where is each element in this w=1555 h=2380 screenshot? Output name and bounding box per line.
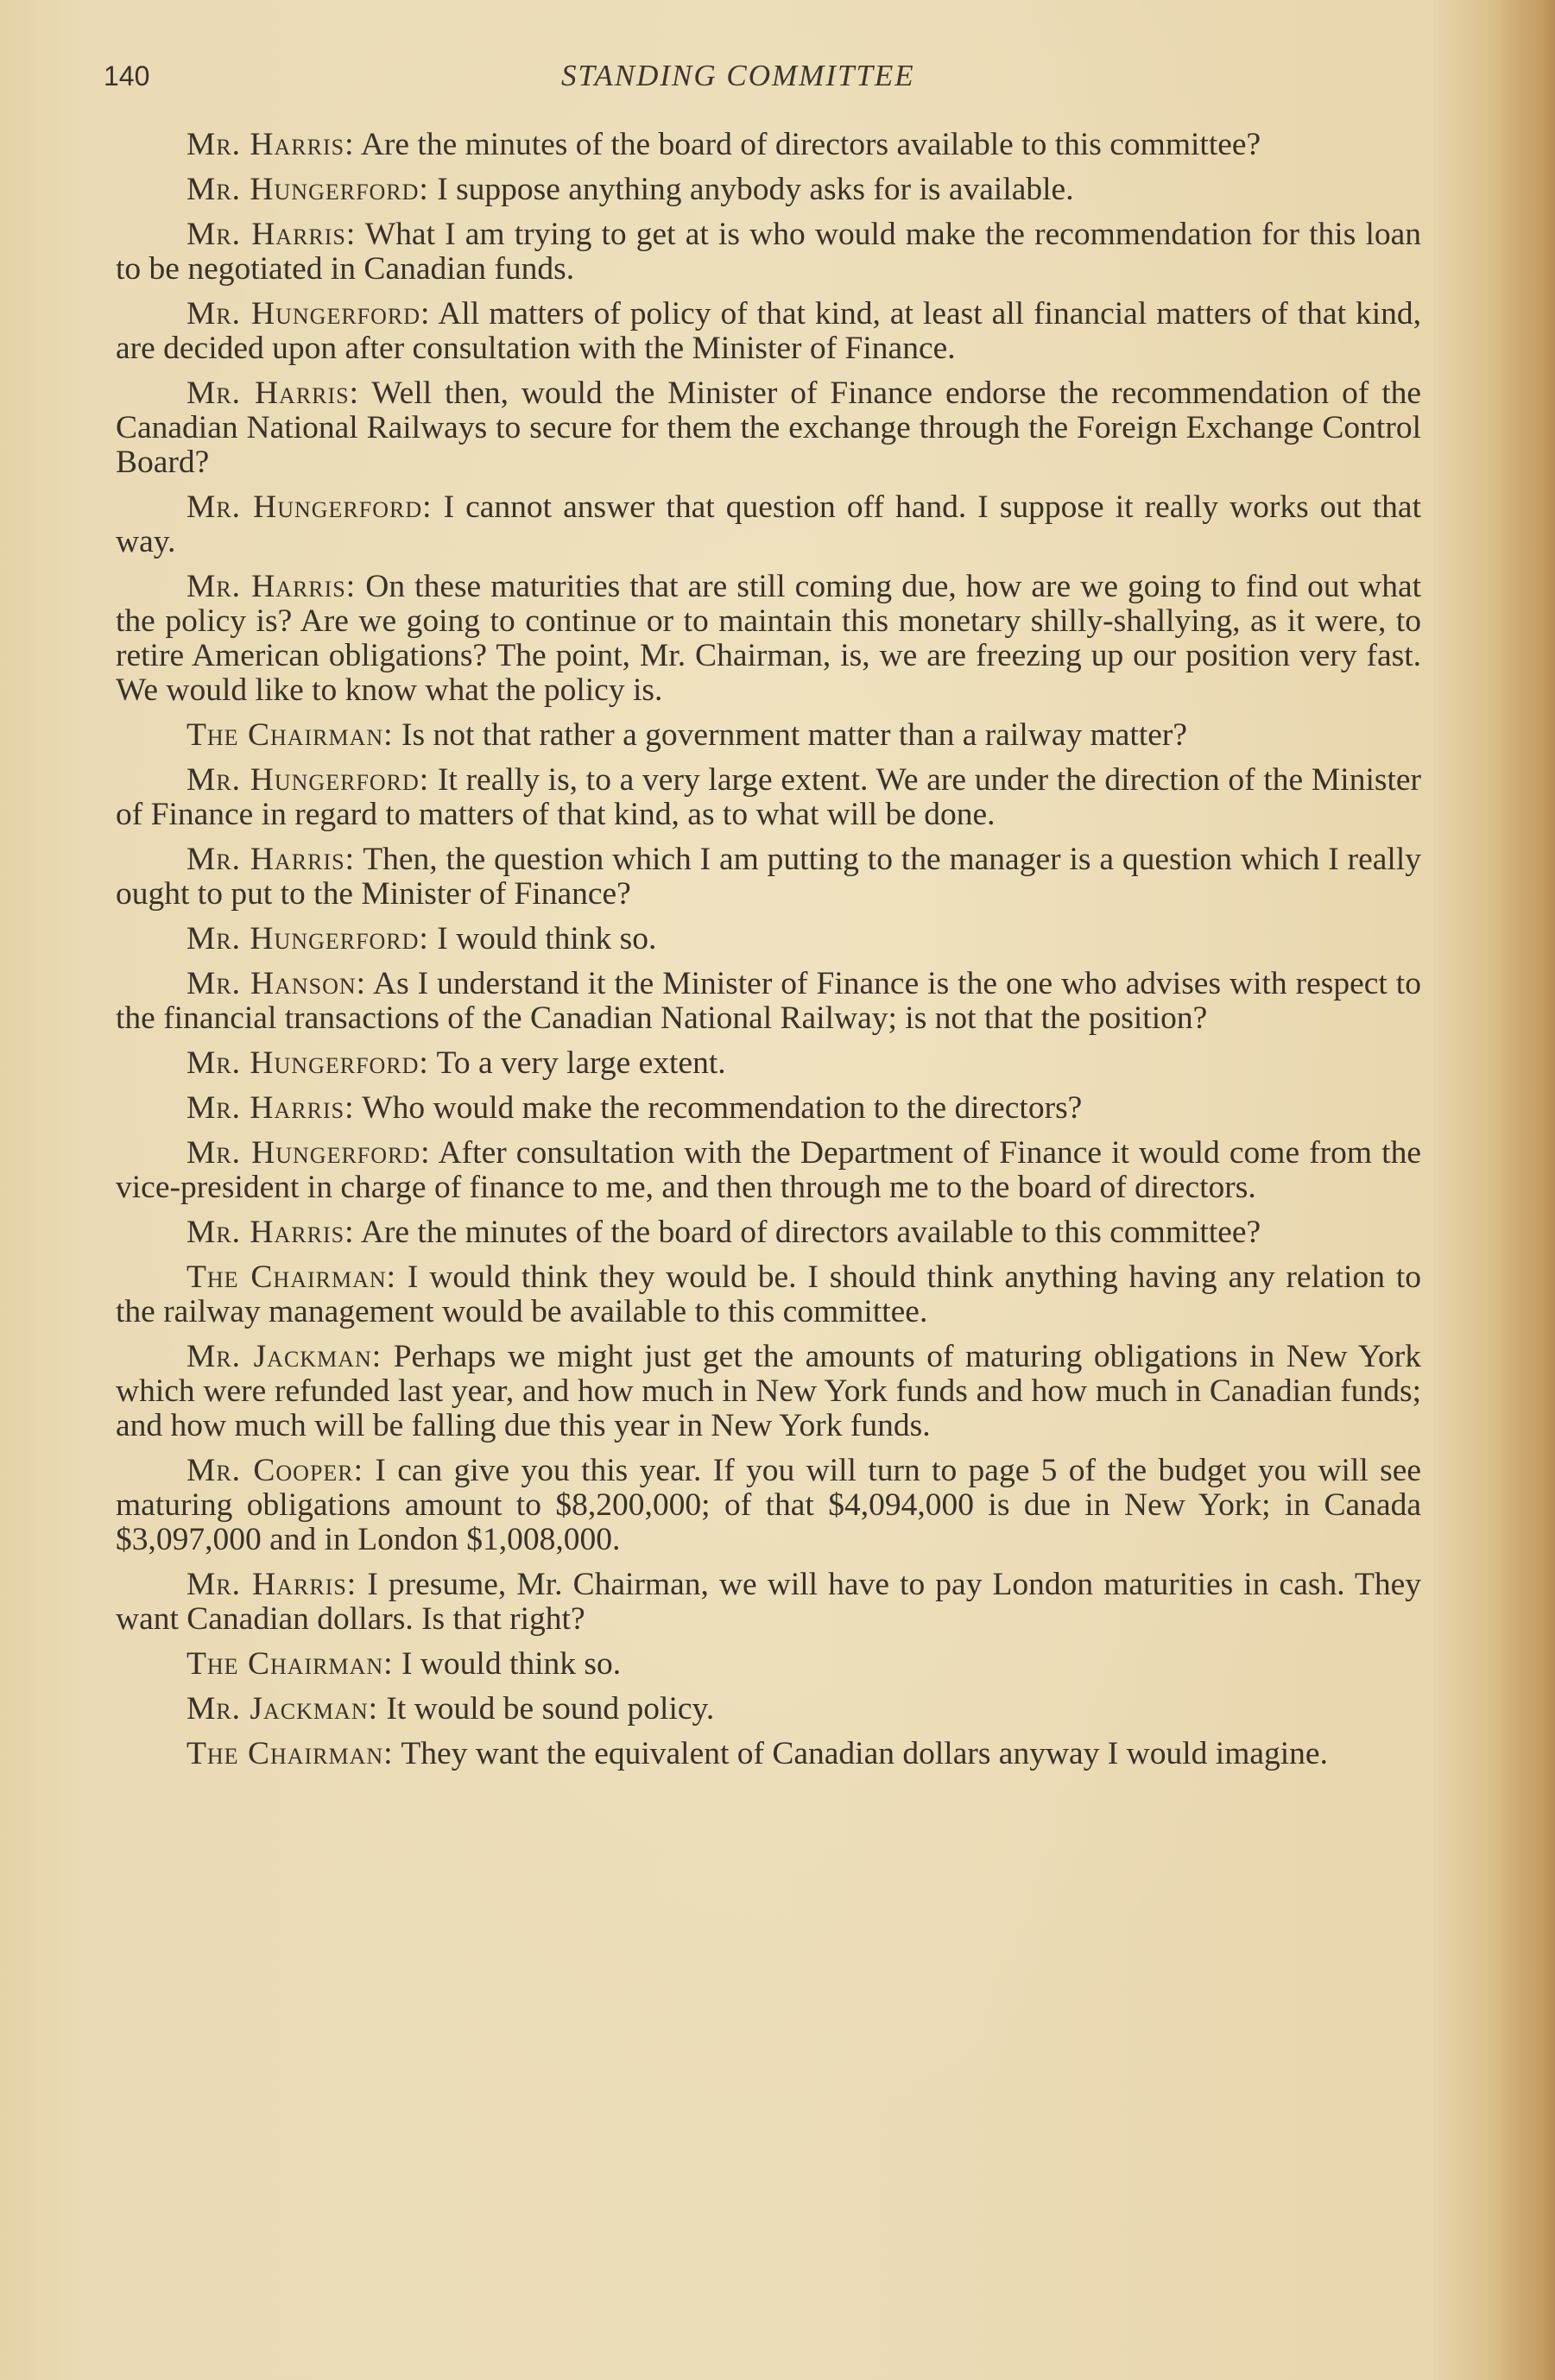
- paragraph: [116, 763, 1421, 832]
- paragraph: [116, 1454, 1421, 1557]
- speech-text: After consultation with the Department of Finance it would come from the vice-president in charge of finance to me, and then through me to the board of directors.: [116, 1135, 1421, 1205]
- speech-text: They want the equivalent of Canadian dollars anyway I would imagine.: [401, 1736, 1328, 1771]
- speaker-name: Mr. Harris:: [186, 1567, 357, 1602]
- speech-text: I would think so.: [437, 921, 657, 956]
- paragraph: [116, 1260, 1421, 1329]
- speaker-name: Mr. Cooper:: [186, 1453, 364, 1488]
- speaker-name: The Chairman:: [186, 1259, 397, 1295]
- paragraph: [116, 1136, 1421, 1205]
- paragraph: [116, 1692, 1421, 1727]
- speaker-name: Mr. Harris:: [186, 376, 360, 411]
- paragraph: [116, 1091, 1421, 1126]
- speech-text: Who would make the recommendation to the directors?: [362, 1090, 1083, 1126]
- speaker-name: Mr. Hungerford:: [186, 172, 429, 207]
- paragraph: [116, 1046, 1421, 1081]
- paragraph: [116, 1737, 1421, 1771]
- paragraph: [116, 1215, 1421, 1250]
- speech-text: I suppose anything anybody asks for is available.: [437, 172, 1074, 207]
- speaker-name: Mr. Hungerford:: [186, 489, 433, 525]
- page-number: 140: [104, 60, 150, 92]
- speech-text: As I understand it the Minister of Finance is the one who advises with respect to the financial transactions of the Canadian National Railway; is not that the position?: [116, 966, 1421, 1036]
- paragraph: [116, 490, 1421, 559]
- paragraph: [116, 173, 1421, 207]
- speaker-name: Mr. Harris:: [186, 217, 357, 252]
- speaker-name: Mr. Hungerford:: [186, 921, 429, 956]
- speech-text: All matters of policy of that kind, at least all financial matters of that kind, are decided upon after consultation with the Minister of Finance.: [116, 296, 1421, 366]
- speaker-name: Mr. Harris:: [186, 1090, 355, 1126]
- speech-text: Is not that rather a government matter than a railway matter?: [401, 717, 1188, 753]
- paragraph: [116, 843, 1421, 912]
- paragraph: [116, 1647, 1421, 1682]
- paragraph: [116, 922, 1421, 956]
- speech-text: It really is, to a very large extent. We are under the direction of the Minister of Finance in regard to matters of that kind, as to what will be done.: [116, 762, 1422, 832]
- speech-text: Perhaps we might just get the amounts of maturing obligations in New York which were refunded last year, and how much in New York funds and how much in Canadian funds; and how much will be falling due this year in New York funds.: [116, 1339, 1422, 1443]
- speaker-name: Mr. Jackman:: [186, 1339, 382, 1374]
- speech-text: Are the minutes of the board of directors available to this committee?: [360, 127, 1261, 162]
- speech-text: Well then, would the Minister of Finance endorse the recommendation of the Canadian National Railways to secure for them the exchange through the Foreign Exchange Control Board?: [116, 376, 1422, 480]
- speaker-name: Mr. Harris:: [186, 569, 357, 604]
- speech-text: Then, the question which I am putting to the manager is a question which I really ought to put to the Minister of Finance?: [116, 842, 1421, 912]
- speaker-name: Mr. Jackman:: [186, 1691, 379, 1727]
- speech-text: I would think so.: [401, 1646, 622, 1682]
- speaker-name: Mr. Hungerford:: [186, 296, 431, 331]
- paragraph: [116, 218, 1421, 287]
- paragraph: [116, 1568, 1421, 1637]
- speaker-name: The Chairman:: [186, 717, 394, 753]
- speech-text: To a very large extent.: [436, 1045, 726, 1081]
- speech-text: I presume, Mr. Chairman, we will have to pay London maturities in cash. They want Canadian dollars. Is that right?: [116, 1567, 1422, 1637]
- speech-text: On these maturities that are still coming due, how are we going to find out what the policy is? Are we going to continue or to maintain this monetary shilly-shallying, as it were, to retire American obligations? The point, Mr. Chairman, is, we are freezing up our position very fast. We would like to know what the policy is.: [116, 569, 1422, 708]
- speaker-name: The Chairman:: [186, 1736, 394, 1771]
- paragraph: [116, 718, 1421, 753]
- speaker-name: Mr. Hungerford:: [186, 1135, 431, 1171]
- speaker-name: The Chairman:: [186, 1646, 394, 1682]
- speaker-name: Mr. Harris:: [186, 842, 356, 877]
- speech-text: I would think they would be. I should think anything having any relation to the railway management would be available to this committee.: [116, 1259, 1421, 1329]
- paragraph: [116, 967, 1421, 1036]
- transcript-body: [116, 128, 1421, 1782]
- page-header: [104, 55, 1416, 98]
- speech-text: Are the minutes of the board of directors available to this committee?: [360, 1215, 1261, 1250]
- speaker-name: Mr. Harris:: [186, 127, 355, 162]
- speech-text: I can give you this year. If you will turn to page 5 of the budget you will see maturing obligations amount to $8,200,000; of that $4,094,000 is due in New York; in Canada $3,097,000 and in London $1,008,000.: [116, 1453, 1421, 1557]
- paragraph: [116, 128, 1421, 162]
- paragraph: [116, 570, 1421, 708]
- speaker-name: Mr. Harris:: [186, 1215, 355, 1250]
- speaker-name: Mr. Hanson:: [186, 966, 367, 1001]
- paragraph: [116, 376, 1421, 480]
- speaker-name: Mr. Hungerford:: [186, 1045, 429, 1081]
- paragraph: [116, 1340, 1421, 1443]
- speech-text: What I am trying to get at is who would make the recommendation for this loan to be negotiated in Canadian funds.: [116, 217, 1422, 287]
- running-head: STANDING COMMITTEE: [561, 59, 915, 92]
- speech-text: I cannot answer that question off hand. I suppose it really works out that way.: [116, 489, 1421, 559]
- speech-text: It would be sound policy.: [386, 1691, 715, 1727]
- speaker-name: Mr. Hungerford:: [186, 762, 430, 798]
- paragraph: [116, 297, 1421, 366]
